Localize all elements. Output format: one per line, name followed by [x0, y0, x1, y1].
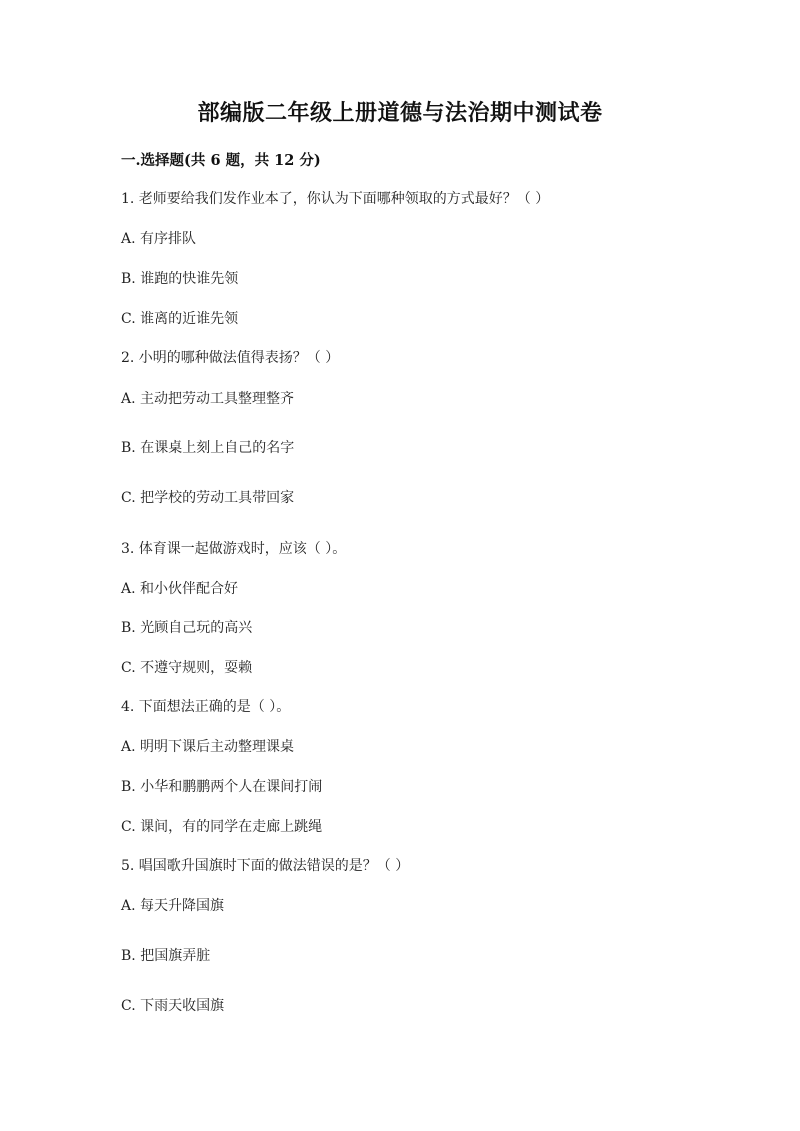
- question-2-option-a: A. 主动把劳动工具整理整齐: [121, 391, 295, 407]
- question-4-stem: 4. 下面想法正确的是（ ）。: [121, 699, 291, 715]
- question-2-option-b: B. 在课桌上刻上自己的名字: [121, 440, 295, 456]
- question-3-stem: 3. 体育课一起做游戏时，应该（ ）。: [121, 541, 347, 557]
- question-3-option-b: B. 光顾自己玩的高兴: [121, 620, 253, 636]
- question-4-option-b: B. 小华和鹏鹏两个人在课间打闹: [121, 779, 323, 795]
- question-2-option-c: C. 把学校的劳动工具带回家: [121, 490, 295, 506]
- question-5-option-b: B. 把国旗弄脏: [121, 948, 211, 964]
- question-1-stem: 1. 老师要给我们发作业本了，你认为下面哪种领取的方式最好？（ ）: [121, 191, 550, 207]
- question-3-option-a: A. 和小伙伴配合好: [121, 581, 239, 597]
- section-heading: 一.选择题(共 6 题，共 12 分): [121, 152, 321, 169]
- question-1-option-b: B. 谁跑的快谁先领: [121, 271, 239, 287]
- question-1-option-c: C. 谁离的近谁先领: [121, 311, 239, 327]
- question-5-option-a: A. 每天升降国旗: [121, 898, 225, 914]
- question-5-option-c: C. 下雨天收国旗: [121, 998, 225, 1014]
- question-2-stem: 2. 小明的哪种做法值得表扬？（ ）: [121, 350, 340, 366]
- question-4-option-c: C. 课间，有的同学在走廊上跳绳: [121, 819, 323, 835]
- page-title: 部编版二年级上册道德与法治期中测试卷: [197, 100, 603, 126]
- question-1-option-a: A. 有序排队: [121, 231, 197, 247]
- question-4-option-a: A. 明明下课后主动整理课桌: [121, 739, 295, 755]
- question-3-option-c: C. 不遵守规则，耍赖: [121, 660, 253, 676]
- question-5-stem: 5. 唱国歌升国旗时下面的做法错误的是？（ ）: [121, 858, 410, 874]
